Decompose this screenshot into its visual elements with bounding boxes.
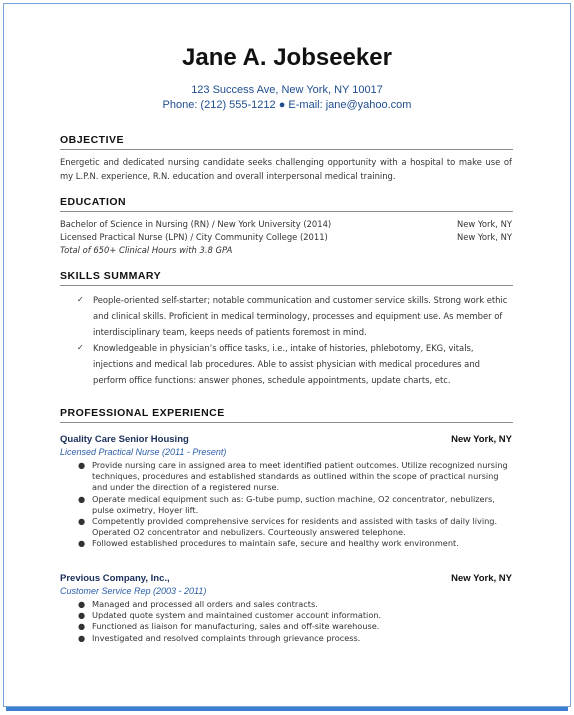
candidate-name: Jane A. Jobseeker xyxy=(182,44,392,71)
education-degree: Bachelor of Science in Nursing (RN) / New York University (2014) xyxy=(60,219,332,229)
checkmark-icon: ✓ xyxy=(77,295,84,304)
skills-heading: SKILLS SUMMARY xyxy=(60,270,162,282)
education-divider xyxy=(60,211,513,212)
experience-heading: PROFESSIONAL EXPERIENCE xyxy=(60,407,225,419)
job-company-name: Quality Care Senior Housing xyxy=(60,434,189,445)
education-location: New York, NY xyxy=(456,232,512,242)
education-heading: EDUCATION xyxy=(60,196,127,208)
bullet-text: Updated quote system and maintained customer account information. xyxy=(92,610,382,621)
education-row xyxy=(60,218,512,230)
bullet-icon: ● xyxy=(78,632,86,643)
checkmark-icon: ✓ xyxy=(77,343,84,352)
list-item xyxy=(60,516,512,538)
skill-item xyxy=(60,292,512,340)
list-item xyxy=(60,494,512,516)
list-item xyxy=(60,633,512,644)
bullet-text: Competently provided comprehensive services for residents and assisted with tasks of daily living. Operated O2 concentrator and nebulizers. Courteously answered telephone. xyxy=(92,516,498,538)
skill-text: People-oriented self-starter; notable communication and customer service skills. Strong work ethic and clinical skills. Proficient in medical terminology, processes and equipment use. As member of interdisciplinary team, keeps needs of patients foremost in mind. xyxy=(93,295,508,337)
list-item xyxy=(60,460,512,494)
bullet-text: Functioned as liaison for manufacturing, sales and off-site warehouse. xyxy=(92,621,380,632)
bullet-icon: ● xyxy=(78,460,86,470)
bullet-icon: ● xyxy=(78,610,86,621)
objective-divider xyxy=(60,149,513,150)
job-company xyxy=(60,573,512,584)
resume-page xyxy=(3,3,571,707)
job-role: Customer Service Rep (2003 - 2011) xyxy=(60,586,207,596)
skill-text: Knowledgeable in physician’s office tasks, i.e., intake of histories, phlebotomy, EKG, vitals, injections and medical lab procedures. Able to assist physician with medical procedures and perform office functions: answer phones, schedule appointments, update charts, etc. xyxy=(93,343,480,385)
job-location: New York, NY xyxy=(451,434,512,445)
list-item xyxy=(60,538,512,549)
bullet-text: Provide nursing care in assigned area to meet identified patient outcomes. Utilize recognized nursing techniques, procedures and established standards as outlined within the scope of practical nursing and under the direction of a registered nurse. xyxy=(92,460,508,493)
list-item xyxy=(60,621,512,632)
list-item xyxy=(60,599,512,610)
bullet-icon: ● xyxy=(78,621,86,632)
bullet-icon: ● xyxy=(78,493,86,504)
education-note: Total of 650+ Clinical Hours with 3.8 GPA xyxy=(60,245,233,255)
objective-heading: OBJECTIVE xyxy=(60,134,125,146)
list-item xyxy=(60,610,512,621)
job-role: Licensed Practical Nurse (2011 - Present) xyxy=(60,447,227,457)
skills-divider xyxy=(60,285,513,286)
contact-phone-email: Phone: (212) 555-1212 ● E-mail: jane@yahoo.com xyxy=(162,99,412,111)
experience-divider xyxy=(60,422,513,423)
job-location: New York, NY xyxy=(451,573,512,584)
bullet-icon: ● xyxy=(78,516,86,527)
contact-address: 123 Success Ave, New York, NY 10017 xyxy=(191,84,383,96)
job-company-name: Previous Company, Inc., xyxy=(60,573,170,584)
job-bullets xyxy=(60,599,512,644)
skills-list xyxy=(60,292,512,388)
education-degree: Licensed Practical Nurse (LPN) / City Community College (2011) xyxy=(60,232,328,242)
bullet-icon: ● xyxy=(78,538,86,549)
education-row xyxy=(60,231,512,243)
job-bullets xyxy=(60,460,512,550)
bullet-icon: ● xyxy=(78,599,86,609)
objective-text: Energetic and dedicated nursing candidate seeks challenging opportunity with a hospital to make use of my L.P.N. experience, R.N. education and overall interpersonal medical training. xyxy=(60,157,512,181)
job-company xyxy=(60,434,512,445)
bullet-text: Operate medical equipment such as: G-tube pump, suction machine, O2 concentrator, nebulizers, pulse oximetry, Hoyer lift. xyxy=(92,493,495,515)
skill-item xyxy=(60,340,512,388)
bullet-text: Followed established procedures to maintain safe, secure and healthy work environment. xyxy=(92,538,459,549)
bullet-text: Managed and processed all orders and sales contracts. xyxy=(92,599,318,609)
bullet-text: Investigated and resolved complaints through grievance process. xyxy=(92,632,361,643)
education-location: New York, NY xyxy=(456,219,512,229)
